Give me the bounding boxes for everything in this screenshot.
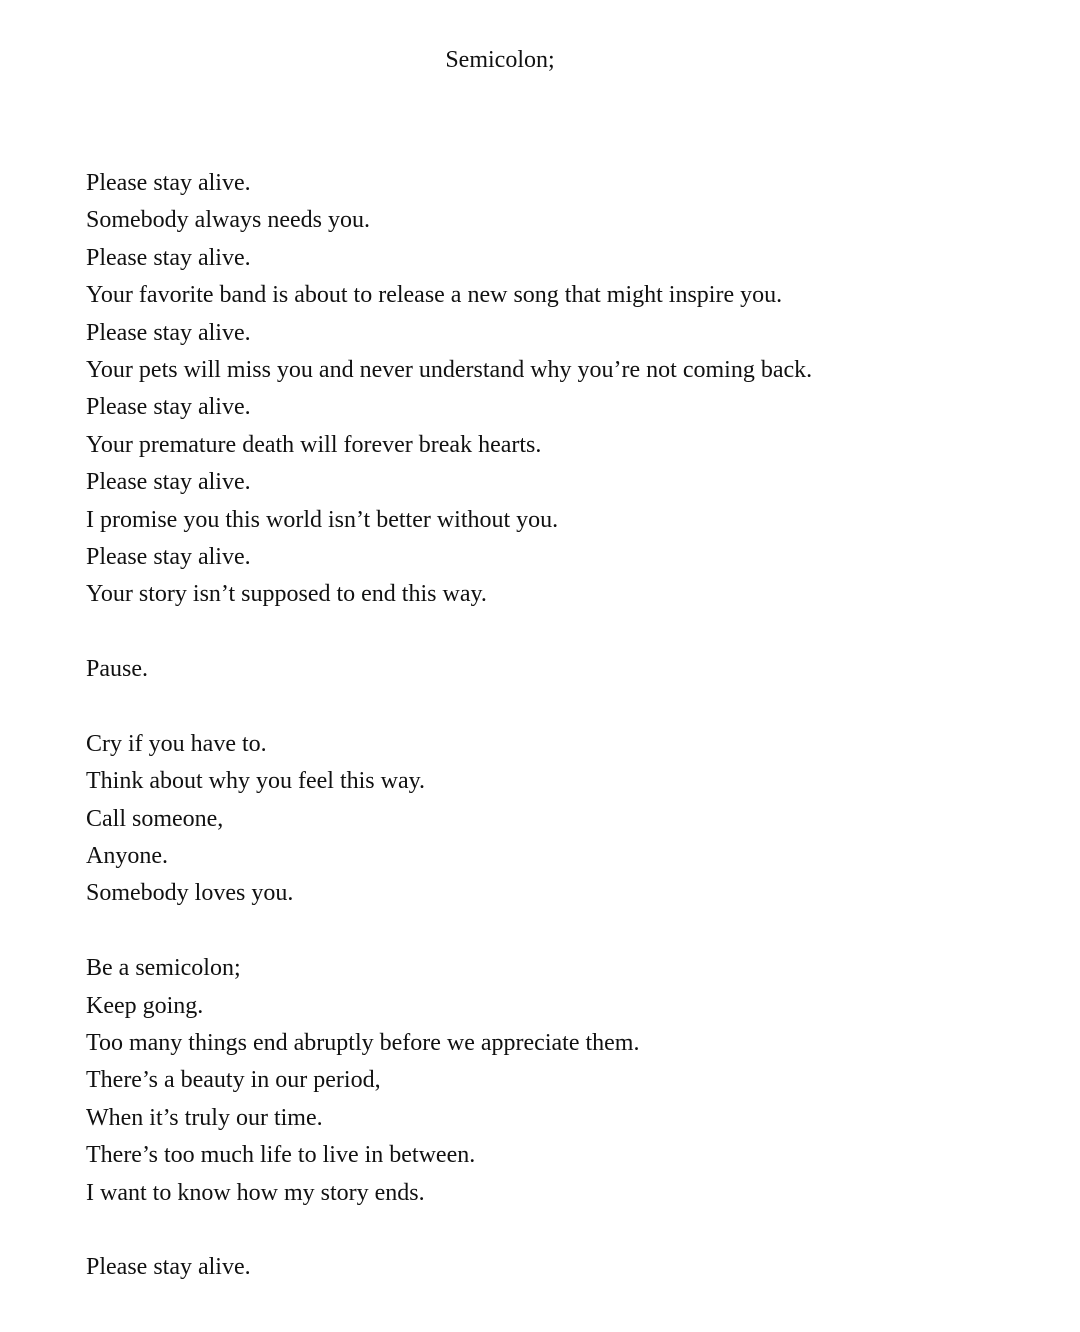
poem-line: Your premature death will forever break hearts. [86,431,542,458]
stanza-1 [86,165,1046,614]
poem-line: There’s a beauty in our period, [86,1067,381,1094]
poem-line: I promise you this world isn’t better without you. [86,506,559,533]
poem-line: Be a semicolon; [86,955,241,982]
poem-line: Somebody always needs you. [86,207,370,234]
poem-line: Please stay alive. [86,1254,251,1281]
stanza-5 [86,1249,1046,1286]
poem-line: Please stay alive. [86,543,251,570]
poem-line: Your favorite band is about to release a new song that might inspire you. [86,282,783,309]
stanza-4 [86,950,1046,1212]
poem-line: Think about why you feel this way. [86,768,426,795]
poem-line: When it’s truly our time. [86,1104,323,1131]
poem-line: Please stay alive. [86,319,251,346]
poem-line: Call someone, [86,805,224,832]
poem-line: Please stay alive. [86,394,251,421]
stanza-3 [86,726,1046,913]
poem-line: Pause. [86,656,148,683]
poem-line: Somebody loves you. [86,880,294,907]
poem-line: Too many things end abruptly before we appreciate them. [86,1029,640,1056]
poem-line: Keep going. [86,992,204,1019]
poem-line: Please stay alive. [86,244,251,271]
poem-line: Your pets will miss you and never understand why you’re not coming back. [86,356,813,383]
poem-line: I want to know how my story ends. [86,1179,425,1206]
poem-line: Please stay alive. [86,170,251,196]
poem-line: Cry if you have to. [86,730,267,757]
poem-line: Please stay alive. [86,469,251,496]
poem-body [86,165,1046,1324]
poem-title: Semicolon; [445,47,555,73]
poem-line: Anyone. [86,843,168,870]
poem-line: Your story isn’t supposed to end this way. [86,581,487,608]
stanza-2 [86,651,1046,688]
poem-line: There’s too much life to live in between. [86,1142,476,1169]
